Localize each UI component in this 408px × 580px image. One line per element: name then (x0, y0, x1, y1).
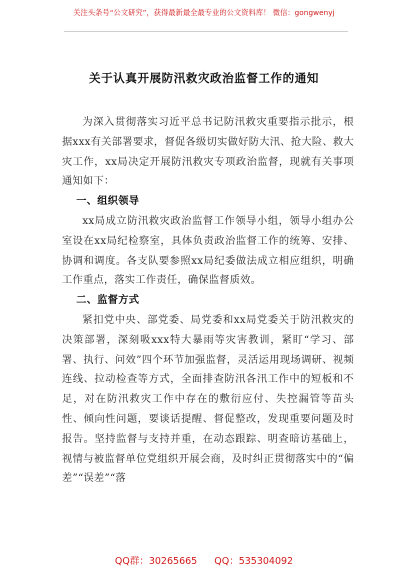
section-paragraph: xx局成立防汛救灾政治监督工作领导小组，领导小组办公室设在xx局纪检察室，具体负责政治监督工作的统筹、安排、协调和调度。各支队要参照xx局纪委做法成立相应组织，明确工作重点，落实工作责任，确保监督质效。 (62, 215, 354, 287)
footer-qq: QQ：535304092 (214, 556, 294, 567)
document-title: 关于认真开展防汛救灾政治监督工作的通知 (89, 71, 319, 85)
footer-qq-group: QQ群：30265665 (114, 556, 198, 567)
header-notice: 关注头条号“公文研究”，获得最新最全最专业的公文资料库！ 微信：gongwenyj (73, 8, 335, 17)
intro-paragraph: 为深入贯彻落实习近平总书记防汛救灾重要指示批示，根据xxx有关部署要求，督促各级切实做好防大汛、抢大险、救大灾工作，xx局决定开展防汛救灾专项政治监督，现就有关事项通知如下： (62, 117, 354, 188)
section-heading: 二、监督方式 (76, 294, 140, 307)
section-paragraph: 紧扣党中央、部党委、局党委和xx局党委关于防汛救灾的决策部署，深刻吸xxx特大暴雨等灾害教训，紧盯“学习、部署、执行、问效”四个环节加强监督，灵活运用现场调研、视频连线、拉动检查等方式，全面排查防汛各汛工作中的短板和不足，对在防汛救灾工作中存在的敷衍应付、失控漏管等苗头性、倾向性问题，要谈话提醒、督促整改，发现重要问题及时报告。坚持监督与支持并重，在动态跟踪、明查暗访基础上，视情与被监督单位党组织开展会商，及时纠正贯彻落实中的“偏差”“误差”“落 (62, 314, 354, 485)
section-heading: 一、组织领导 (76, 195, 140, 208)
header-divider (64, 31, 348, 32)
footer-contact (0, 553, 408, 567)
document-body (62, 113, 354, 489)
